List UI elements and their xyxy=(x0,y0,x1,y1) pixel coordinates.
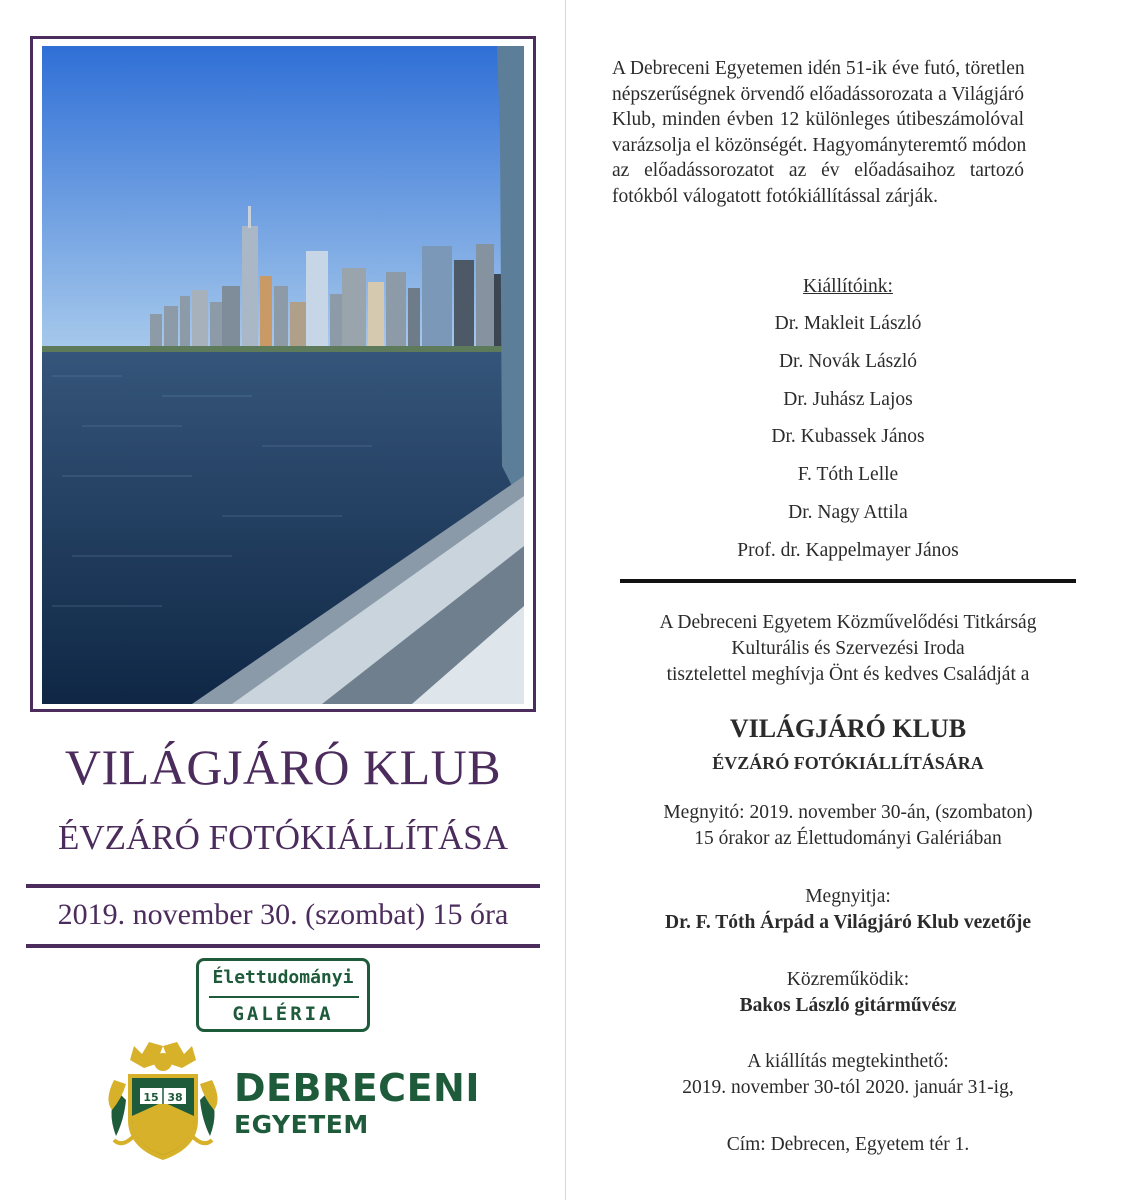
organizer-block xyxy=(600,610,1096,688)
opening-info xyxy=(600,800,1096,852)
contributor-name: Bakos László gitárművész xyxy=(739,995,957,1016)
opener-label: Megnyitja: xyxy=(805,886,891,907)
exhibitor-name: F. Tóth Lelle xyxy=(797,464,899,486)
left-title: VILÁGJÁRÓ KLUB xyxy=(64,739,502,795)
contributor-info xyxy=(600,967,1096,1019)
opening-line: 15 órakor az Élettudományi Galériában xyxy=(694,828,1002,849)
intro-line: népszerűségnek örvendő előadássorozata a Világjáró xyxy=(612,83,1024,105)
intro-line: Klub, minden évben 12 különleges útibeszámolóval xyxy=(612,109,1024,130)
address: Cím: Debrecen, Egyetem tér 1. xyxy=(726,1134,970,1155)
exhibitor-name: Dr. Makleit László xyxy=(774,313,922,334)
galeria-logo xyxy=(196,958,370,1032)
contributor-label: Közreműködik: xyxy=(786,969,910,990)
intro-line: fotókból válogatott fotókiállítással zárják. xyxy=(612,185,938,207)
organizer-line: tisztelettel meghívja Önt és kedves Családját a xyxy=(666,664,1030,685)
viewing-info xyxy=(600,1049,1096,1101)
organizer-line: Kulturális és Szervezési Iroda xyxy=(731,638,965,659)
club-subtitle: ÉVZÁRÓ FOTÓKIÁLLÍTÁSÁRA xyxy=(712,753,984,773)
exhibitors-list xyxy=(600,313,1096,578)
skyline-photo xyxy=(42,46,524,704)
section-rule xyxy=(620,579,1076,583)
intro-line: az előadássorozatot az év előadásaihoz tartozó xyxy=(612,160,1024,181)
opener-info xyxy=(600,884,1096,936)
intro-line: A Debreceni Egyetemen idén 51-ik éve futó, töretlen xyxy=(612,58,1025,79)
opening-line: Megnyitó: 2019. november 30-án, (szombaton) xyxy=(663,802,1033,823)
fold-divider xyxy=(565,0,566,1200)
exhibitor-name: Dr. Juhász Lajos xyxy=(783,388,913,410)
galeria-line2: GALÉRIA xyxy=(232,1003,334,1025)
intro-line: varázsolja el közönségét. Hagyományteremtő módon xyxy=(612,134,1027,156)
club-title: VILÁGJÁRÓ KLUB xyxy=(729,714,967,743)
galeria-line1: Élettudományi xyxy=(212,967,354,988)
university-crest-icon xyxy=(104,1040,222,1162)
organizer-line: A Debreceni Egyetem Közművelődési Titkárság xyxy=(659,612,1037,633)
crest-year-right: 38 xyxy=(167,1091,183,1104)
left-subtitle: ÉVZÁRÓ FOTÓKIÁLLÍTÁSA xyxy=(57,818,509,857)
exhibitors-heading: Kiállítóink: xyxy=(803,276,893,297)
galeria-separator xyxy=(209,996,359,998)
viewing-dates: 2019. november 30-tól 2020. január 31-ig, xyxy=(682,1077,1014,1098)
exhibitor-name: Dr. Novák László xyxy=(778,350,918,372)
university-name-line2: EGYETEM xyxy=(234,1110,369,1139)
exhibitor-name: Dr. Kubassek János xyxy=(771,426,925,448)
event-date: 2019. november 30. (szombat) 15 óra xyxy=(57,898,509,931)
top-rule xyxy=(26,884,540,888)
exhibitor-name: Prof. dr. Kappelmayer János xyxy=(737,539,959,561)
intro-paragraph xyxy=(612,56,1027,209)
bottom-rule xyxy=(26,944,540,948)
opener-name: Dr. F. Tóth Árpád a Világjáró Klub vezetője xyxy=(665,912,1031,933)
viewing-label: A kiállítás megtekinthető: xyxy=(747,1051,949,1072)
crest-year-left: 15 xyxy=(143,1091,159,1104)
exhibitor-name: Dr. Nagy Attila xyxy=(788,501,908,523)
university-name-line1: DEBRECENI xyxy=(234,1066,480,1110)
